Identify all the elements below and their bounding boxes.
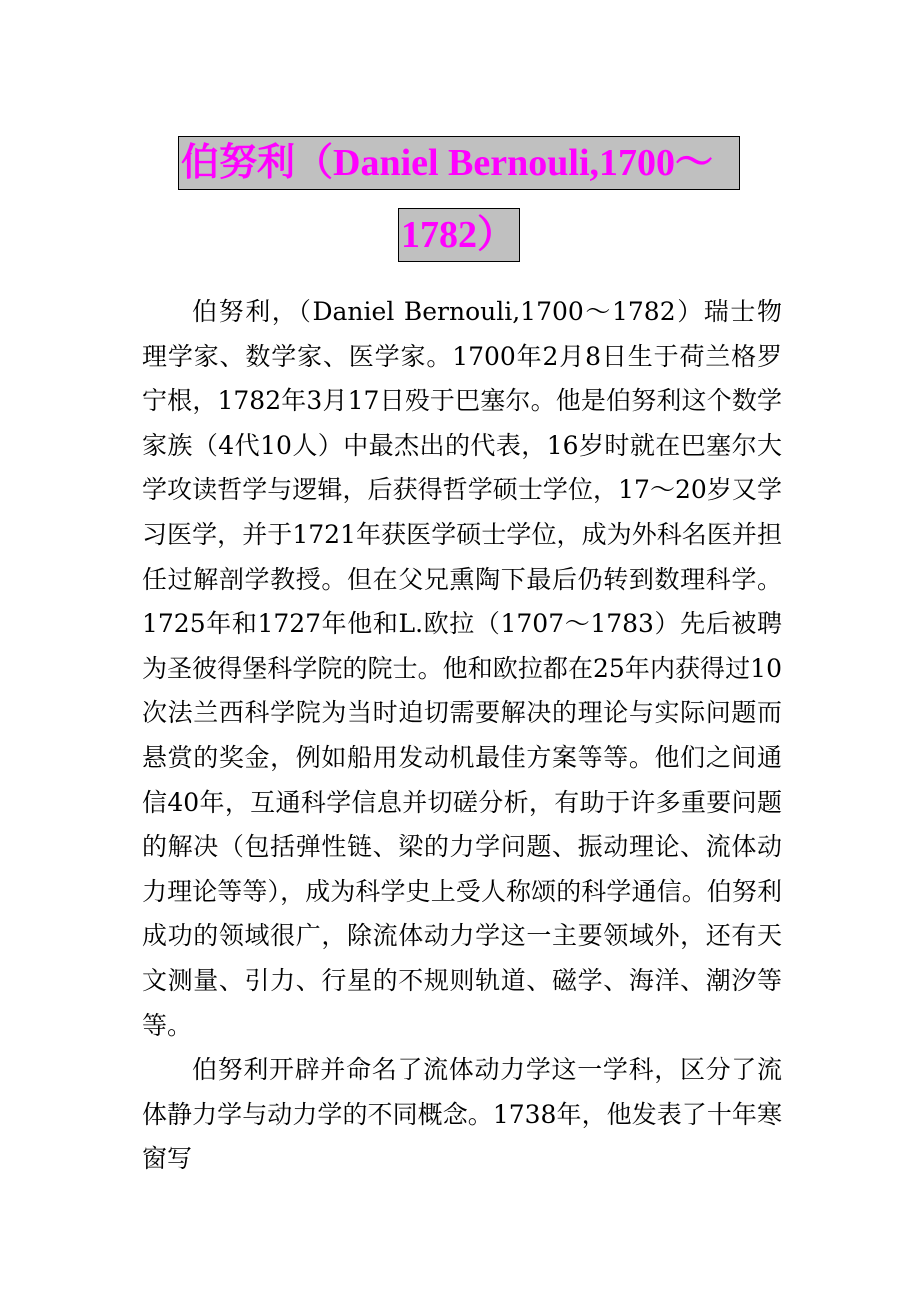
paragraph-biography: 伯努利，（Daniel Bernouli,1700～1782）瑞士物理学家、数学家、医学家。1700年2月8日生于荷兰格罗宁根，1782年3月17日殁于巴塞尔。他是伯努利这个数学家族（4代10人）中最杰出的代表，16岁时就在巴塞尔大学攻读哲学与逻辑，后获得哲学硕士学位，17～20岁又学习医学，并于1721年获医学硕士学位，成为外科名医并担任过解剖学教授。但在父兄熏陶下最后仍转到数理科学。1725年和1727年他和L.欧拉（1707～1783）先后被聘为圣彼得堡科学院的院士。他和欧拉都在25年内获得过10次法兰西科学院为当时迫切需要解决的理论与实际问题而悬赏的奖金，例如船用发动机最佳方案等等。他们之间通信40年，互通科学信息并切磋分析，有助于许多重要问题的解决（包括弹性链、梁的力学问题、振动理论、流体动力理论等等），成为科学史上受人称颂的科学通信。伯努利成功的领域很广，除流体动力学这一主要领域外，还有天文测量、引力、行星的不规则轨道、磁学、海洋、潮汐等等。 <box>142 297 782 1040</box>
document-body <box>142 290 782 1182</box>
title-line-2: 1782） <box>398 208 520 262</box>
paragraph-fluid-dynamics: 伯努利开辟并命名了流体动力学这一学科，区分了流体静力学与动力学的不同概念。1738年，他发表了十年寒窗写 <box>142 1055 782 1174</box>
title-line-1: 伯努利（Daniel Bernouli,1700～ <box>178 136 740 190</box>
